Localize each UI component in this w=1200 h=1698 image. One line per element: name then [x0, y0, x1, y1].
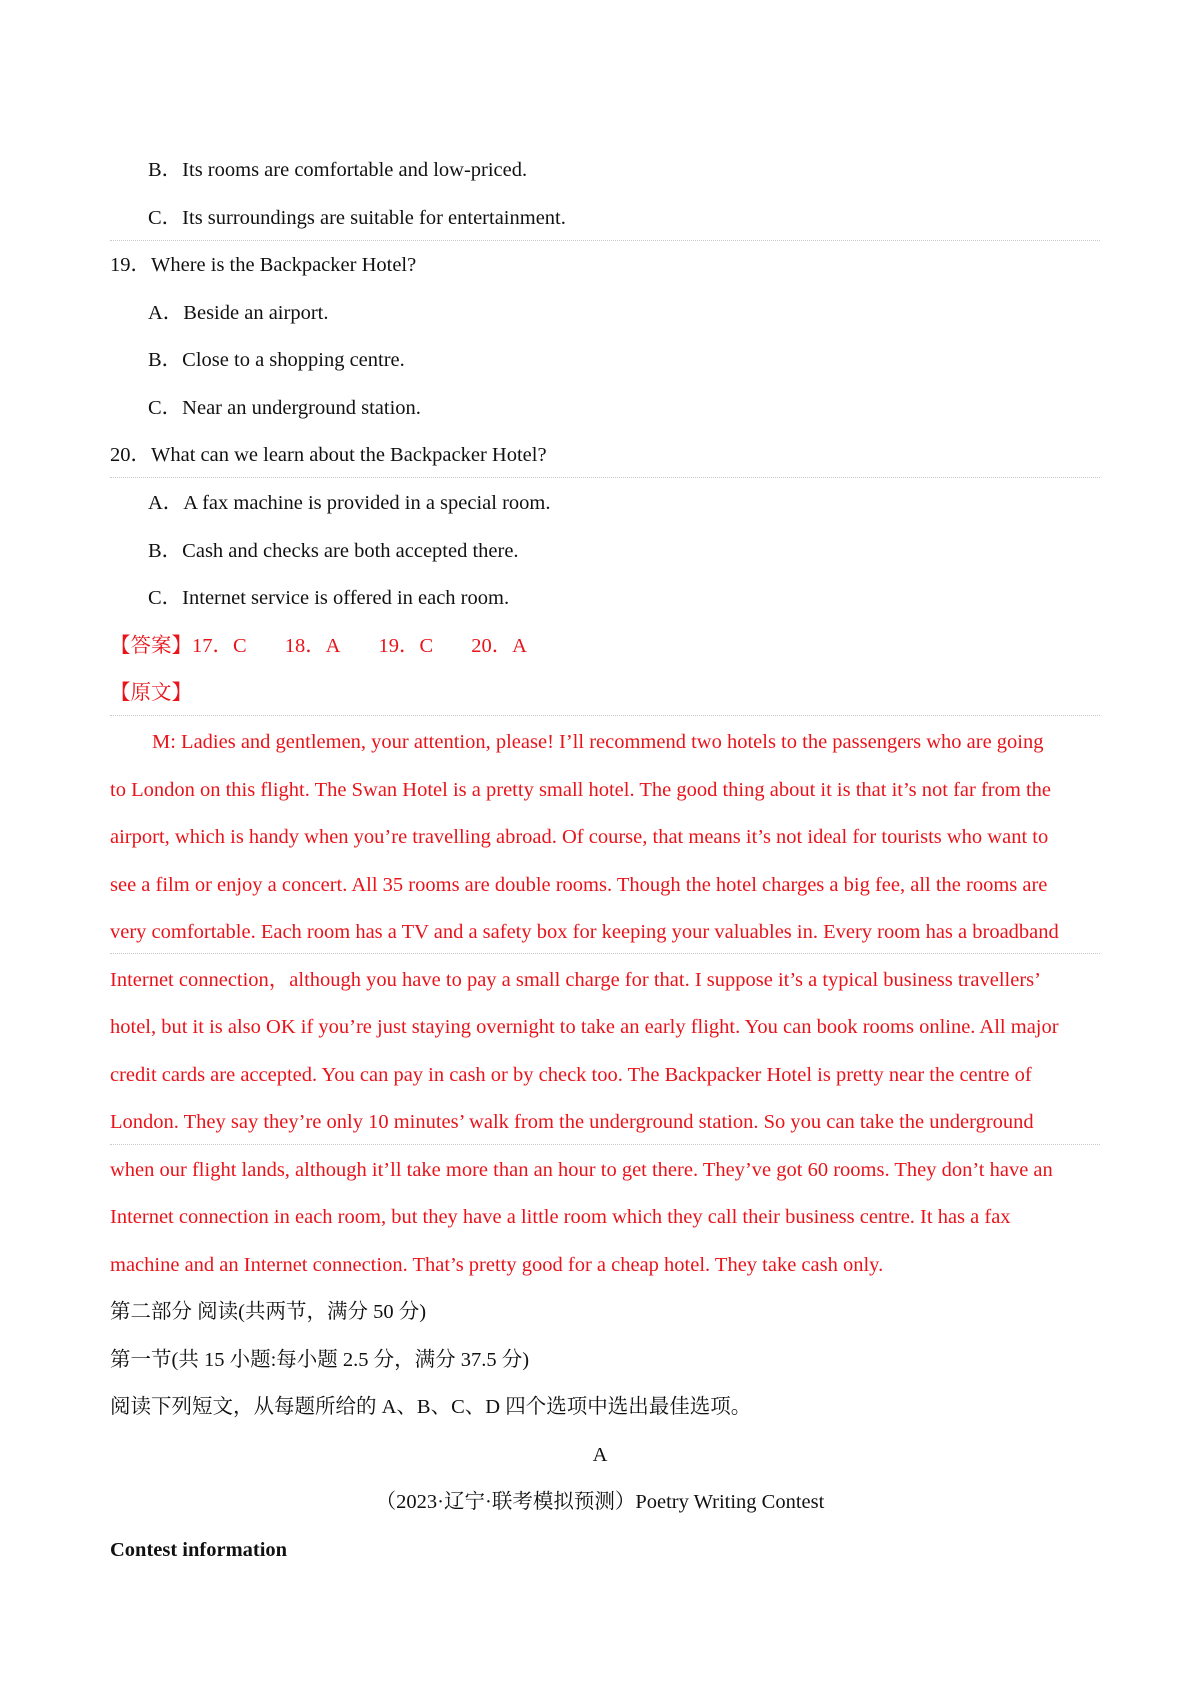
transcript-line: airport, which is handy when you’re travelling abroad. Of course, that means it’s not ideal for tourists who want to: [110, 826, 1049, 848]
passage-letter: A: [592, 1444, 608, 1466]
q19-option-c: C．Near an underground station.: [148, 397, 421, 419]
instructions: 阅读下列短文，从每题所给的 A、B、C、D 四个选项中选出最佳选项。: [110, 1396, 752, 1418]
answer-18: 18．A: [284, 635, 341, 657]
answer-17: 17．C: [192, 635, 247, 657]
q19-option-a: A．Beside an airport.: [148, 302, 329, 324]
answer-label: 【答案】: [110, 635, 192, 657]
dotted-divider: [110, 715, 1100, 716]
transcript-line: machine and an Internet connection. That’s pretty good for a cheap hotel. They take cash only.: [110, 1254, 884, 1276]
transcript-line: to London on this flight. The Swan Hotel is a pretty small hotel. The good thing about it is that it’s not far from the: [110, 779, 1051, 801]
q18-option-b: B．Its rooms are comfortable and low-priced.: [148, 159, 528, 181]
answer-20: 20．A: [471, 635, 527, 657]
dotted-divider: [110, 1144, 1100, 1145]
q20-option-b: B．Cash and checks are both accepted there.: [148, 540, 519, 562]
passage-title: （2023·辽宁·联考模拟预测）Poetry Writing Contest: [375, 1491, 825, 1513]
answer-line: [110, 633, 527, 659]
transcript-line: credit cards are accepted. You can pay in cash or by check too. The Backpacker Hotel is pretty near the centre of: [110, 1064, 1032, 1086]
part-title: 第二部分 阅读(共两节，满分 50 分): [110, 1301, 427, 1323]
dotted-divider: [110, 477, 1100, 478]
transcript-line: see a film or enjoy a concert. All 35 rooms are double rooms. Though the hotel charges a big fee, all the rooms are: [110, 874, 1048, 896]
transcript-line: very comfortable. Each room has a TV and a safety box for keeping your valuables in. Every room has a broadband: [110, 921, 1059, 943]
dotted-divider: [110, 953, 1100, 954]
q20-option-c: C．Internet service is offered in each room.: [148, 587, 510, 609]
answer-19: 19．C: [378, 635, 434, 657]
q19-option-b: B．Close to a shopping centre.: [148, 349, 405, 371]
transcript-label: 【原文】: [110, 682, 192, 704]
subsection-title: 第一节(共 15 小题:每小题 2.5 分，满分 37.5 分): [110, 1349, 530, 1371]
transcript-line: Internet connection，although you have to pay a small charge for that. I suppose it’s a typical business travellers’: [110, 969, 1041, 991]
q20-option-a: A．A fax machine is provided in a special room.: [148, 492, 551, 514]
q20-question: 20．What can we learn about the Backpacker Hotel?: [110, 444, 547, 466]
transcript-line: London. They say they’re only 10 minutes’ walk from the underground station. So you can take the underground: [110, 1111, 1034, 1133]
transcript-line: hotel, but it is also OK if you’re just staying overnight to take an early flight. You can book rooms online. All major: [110, 1016, 1059, 1038]
transcript-line: M: Ladies and gentlemen, your attention, please! I’ll recommend two hotels to the passengers who are going: [152, 731, 1044, 753]
contest-info-heading: Contest information: [110, 1539, 288, 1561]
q19-question: 19．Where is the Backpacker Hotel?: [110, 254, 417, 276]
transcript-line: Internet connection in each room, but they have a little room which they call their business centre. It has a fax: [110, 1206, 1011, 1228]
q18-option-c: C．Its surroundings are suitable for entertainment.: [148, 207, 566, 229]
dotted-divider: [110, 240, 1100, 241]
transcript-line: when our flight lands, although it’ll take more than an hour to get there. They’ve got 60 rooms. They don’t have an: [110, 1159, 1053, 1181]
